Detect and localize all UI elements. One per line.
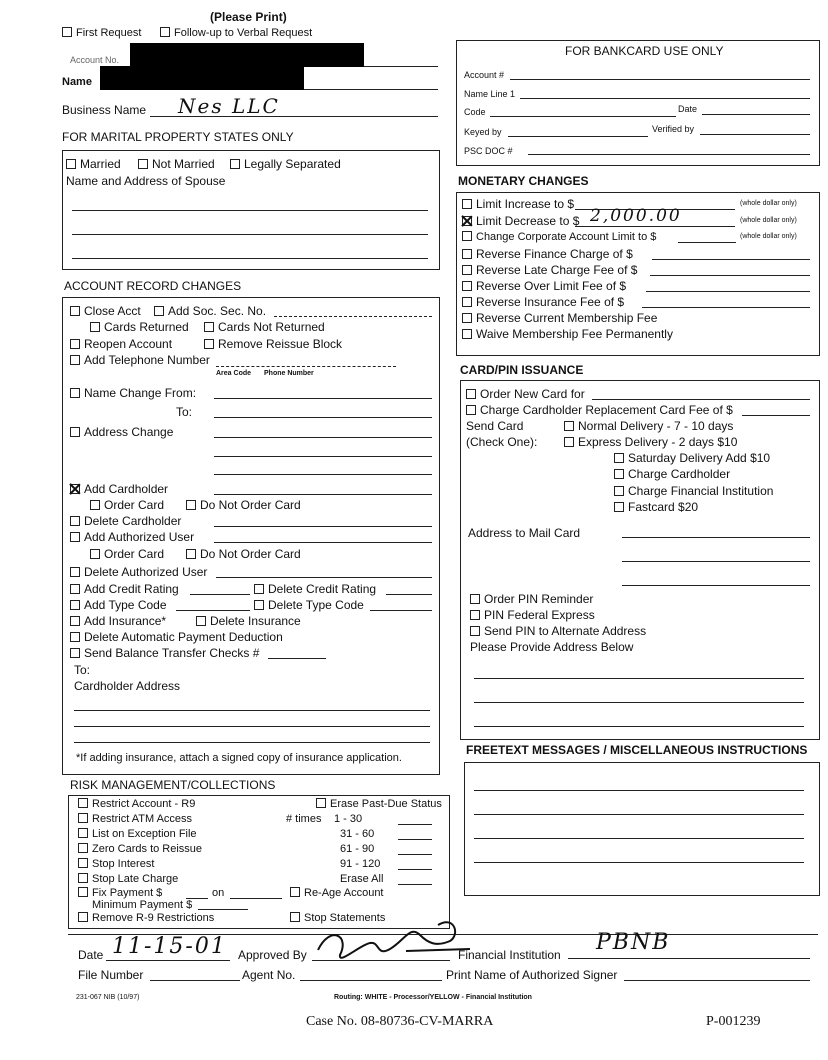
form-number: 231-067 NIB (10/97) <box>76 994 140 1001</box>
saturday-delivery-option[interactable]: Saturday Delivery Add $10 <box>614 451 770 465</box>
send-balance-option[interactable]: Send Balance Transfer Checks # <box>70 646 259 660</box>
card-pin-heading: CARD/PIN ISSUANCE <box>460 363 584 377</box>
account-no-label: Account No. <box>70 55 120 65</box>
bankcard-psc-label: PSC DOC # <box>464 146 513 156</box>
reopen-option[interactable]: Reopen Account <box>70 337 172 351</box>
account-record-heading: ACCOUNT RECORD CHANGES <box>64 279 242 293</box>
range-1: 31 - 60 <box>340 828 375 840</box>
business-name-label: Business Name <box>62 103 147 117</box>
to-label: To: <box>74 663 91 677</box>
redaction-bar <box>130 43 364 67</box>
delete-auto-payment-option[interactable]: Delete Automatic Payment Deduction <box>70 630 283 644</box>
married-option[interactable]: Married <box>66 157 121 171</box>
bankcard-verified-label: Verified by <box>652 124 695 134</box>
fastcard-option[interactable]: Fastcard $20 <box>614 500 698 514</box>
name-change-option[interactable]: Name Change From: <box>70 386 196 400</box>
please-print-note: (Please Print) <box>210 10 287 24</box>
times-label: # times <box>286 813 322 825</box>
min-payment-label: Minimum Payment $ <box>92 899 193 911</box>
routing-note: Routing: WHITE - Processor/YELLOW - Financial Institution <box>334 994 532 1001</box>
risk-option-1[interactable]: Restrict ATM Access <box>78 813 192 825</box>
file-number-label: File Number <box>78 968 144 982</box>
reverse-late-option[interactable]: Reverse Late Charge Fee of $ <box>462 263 637 277</box>
bates-number: P-001239 <box>706 1014 761 1029</box>
area-code-label: Area Code <box>216 370 252 377</box>
bankcard-title: FOR BANKCARD USE ONLY <box>565 44 724 58</box>
freetext-box[interactable] <box>464 762 820 896</box>
waive-membership-option[interactable]: Waive Membership Fee Permanently <box>462 327 673 341</box>
marital-heading: FOR MARITAL PROPERTY STATES ONLY <box>62 130 294 144</box>
corp-limit-option[interactable]: Change Corporate Account Limit to $ <box>462 231 656 243</box>
provide-address-label: Please Provide Address Below <box>470 640 634 654</box>
risk-option-2[interactable]: List on Exception File <box>78 828 197 840</box>
agent-no-label: Agent No. <box>242 968 296 982</box>
follow-up-option[interactable]: Follow-up to Verbal Request <box>160 27 312 39</box>
redaction-bar <box>100 66 304 90</box>
print-name-label: Print Name of Authorized Signer <box>446 968 618 982</box>
bankcard-account-label: Account # <box>464 70 505 80</box>
cards-not-returned-option[interactable]: Cards Not Returned <box>204 320 325 334</box>
stop-statements-option[interactable]: Stop Statements <box>290 912 385 924</box>
limit-decrease-value[interactable]: 2,000.00 <box>590 206 682 226</box>
add-type-code-option[interactable]: Add Type Code <box>70 598 167 612</box>
bankcard-keyed-label: Keyed by <box>464 127 502 137</box>
monetary-heading: MONETARY CHANGES <box>458 174 589 188</box>
remove-reissue-option[interactable]: Remove Reissue Block <box>204 337 342 351</box>
order-card-option-2[interactable]: Order Card <box>90 547 164 561</box>
add-insurance-option[interactable]: Add Insurance* <box>70 614 166 628</box>
risk-option-4[interactable]: Stop Interest <box>78 858 154 870</box>
card-pin-section <box>460 380 820 740</box>
name-change-to-label: To: <box>176 405 193 419</box>
charge-replacement-option[interactable]: Charge Cardholder Replacement Card Fee of $ <box>466 403 733 417</box>
delete-cardholder-option[interactable]: Delete Cardholder <box>70 514 181 528</box>
bankcard-code-label: Code <box>464 107 486 117</box>
risk-heading: RISK MANAGEMENT/COLLECTIONS <box>70 778 276 792</box>
range-4: Erase All <box>340 873 384 885</box>
approved-by-label: Approved By <box>238 948 307 962</box>
limit-decrease-option[interactable]: Limit Decrease to $ <box>462 214 579 228</box>
whole-dollar-note: (whole dollar only) <box>740 233 797 240</box>
bankcard-date-label: Date <box>678 104 698 114</box>
risk-option-5[interactable]: Stop Late Charge <box>78 873 178 885</box>
add-phone-option[interactable]: Add Telephone Number <box>70 353 210 367</box>
fi-label: Financial Institution <box>458 948 561 962</box>
order-pin-option[interactable]: Order PIN Reminder <box>470 592 593 606</box>
risk-option-0[interactable]: Restrict Account - R9 <box>78 798 195 810</box>
spouse-label: Name and Address of Spouse <box>66 174 226 188</box>
express-delivery-option[interactable]: Express Delivery - 2 days $10 <box>564 435 737 449</box>
not-married-option[interactable]: Not Married <box>138 157 215 171</box>
charge-fi-option[interactable]: Charge Financial Institution <box>614 484 773 498</box>
pin-fedex-option[interactable]: PIN Federal Express <box>470 608 595 622</box>
add-ssn-option[interactable]: Add Soc. Sec. No. <box>154 304 266 318</box>
charge-cardholder-option[interactable]: Charge Cardholder <box>614 467 730 481</box>
add-auth-user-option[interactable]: Add Authorized User <box>70 530 194 544</box>
address-to-mail-label: Address to Mail Card <box>468 526 581 540</box>
risk-option-6[interactable]: Fix Payment $ <box>78 887 162 899</box>
fi-value[interactable]: PBNB <box>596 930 671 955</box>
name-label: Name <box>62 76 92 88</box>
on-label: on <box>212 887 225 899</box>
reage-option[interactable]: Re-Age Account <box>290 887 384 899</box>
date-label: Date <box>78 948 104 962</box>
bankcard-name-label: Name Line 1 <box>464 89 516 99</box>
delete-insurance-option[interactable]: Delete Insurance <box>196 614 301 628</box>
business-name-value[interactable]: Nes LLC <box>178 94 280 118</box>
freetext-heading: FREETEXT MESSAGES / MISCELLANEOUS INSTRUCTIONS <box>466 743 808 757</box>
do-not-order-option-2[interactable]: Do Not Order Card <box>186 547 301 561</box>
cardholder-address-label: Cardholder Address <box>74 679 181 693</box>
first-request-option[interactable]: First Request <box>62 27 141 39</box>
reverse-insurance-option[interactable]: Reverse Insurance Fee of $ <box>462 295 624 309</box>
reverse-finance-option[interactable]: Reverse Finance Charge of $ <box>462 247 633 261</box>
erase-past-due-option[interactable]: Erase Past-Due Status <box>316 798 442 810</box>
order-new-card-option[interactable]: Order New Card for <box>466 387 585 401</box>
legally-separated-option[interactable]: Legally Separated <box>230 157 341 171</box>
address-change-option[interactable]: Address Change <box>70 425 173 439</box>
normal-delivery-option[interactable]: Normal Delivery - 7 - 10 days <box>564 419 733 433</box>
case-number: Case No. 08-80736-CV-MARRA <box>306 1014 494 1029</box>
reverse-membership-option[interactable]: Reverse Current Membership Fee <box>462 311 657 325</box>
range-2: 61 - 90 <box>340 843 375 855</box>
range-3: 91 - 120 <box>340 858 381 870</box>
risk-option-3[interactable]: Zero Cards to Reissue <box>78 843 202 855</box>
send-card-label: Send Card <box>466 419 524 433</box>
do-not-order-option[interactable]: Do Not Order Card <box>186 498 301 512</box>
send-pin-alt-option[interactable]: Send PIN to Alternate Address <box>470 624 646 638</box>
reverse-overlimit-option[interactable]: Reverse Over Limit Fee of $ <box>462 279 626 293</box>
cards-returned-option[interactable]: Cards Returned <box>90 320 189 334</box>
whole-dollar-note: (whole dollar only) <box>740 200 797 207</box>
add-cardholder-option[interactable]: Add Cardholder <box>70 482 168 496</box>
delete-auth-user-option[interactable]: Delete Authorized User <box>70 565 207 579</box>
date-value[interactable]: 11-15-01 <box>112 934 227 959</box>
range-0: 1 - 30 <box>334 813 363 825</box>
whole-dollar-note: (whole dollar only) <box>740 217 797 224</box>
checkbox[interactable] <box>62 27 72 37</box>
limit-increase-option[interactable]: Limit Increase to $ <box>462 197 574 211</box>
risk-option-8[interactable]: Remove R-9 Restrictions <box>78 912 214 924</box>
check-one-label: (Check One): <box>466 435 538 449</box>
phone-number-label: Phone Number <box>264 370 314 377</box>
checkbox[interactable] <box>160 27 170 37</box>
close-acct-option[interactable]: Close Acct <box>70 304 141 318</box>
insurance-note: *If adding insurance, attach a signed copy of insurance application. <box>76 752 402 764</box>
order-card-option[interactable]: Order Card <box>90 498 164 512</box>
delete-type-code-option[interactable]: Delete Type Code <box>254 598 364 612</box>
delete-credit-rating-option[interactable]: Delete Credit Rating <box>254 582 376 596</box>
add-credit-rating-option[interactable]: Add Credit Rating <box>70 582 179 596</box>
